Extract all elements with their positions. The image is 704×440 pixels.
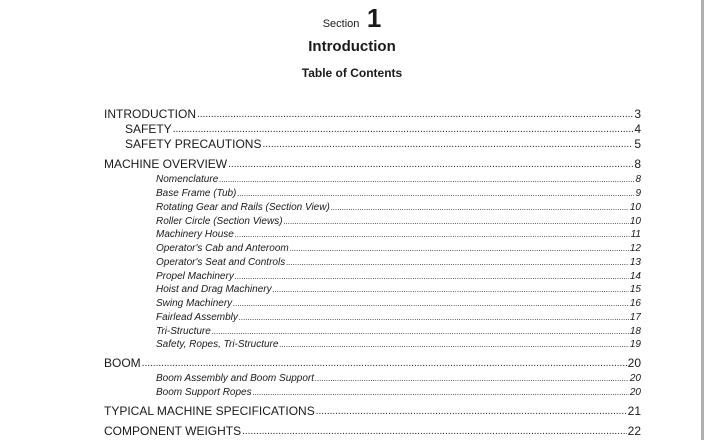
toc-entry-page: 20 [629,387,641,398]
toc-entry-page: 4 [634,122,641,136]
toc-entry-label: Safety, Ropes, Tri-Structure [156,339,279,350]
dot-leader [228,157,633,172]
toc-entry[interactable] [156,297,641,310]
toc-entry-page: 14 [629,271,641,282]
toc-entry[interactable] [156,187,641,200]
toc-entry[interactable] [104,356,641,371]
toc-entry-label: COMPONENT WEIGHTS [104,424,242,438]
dot-leader [253,386,629,399]
dot-leader [237,187,634,200]
toc-entry-label: Base Frame (Tub) [156,188,237,199]
toc-entry-page: 20 [629,373,641,384]
toc-entry-page: 8 [634,157,641,171]
toc-entry-page: 11 [630,229,641,240]
toc-entry-label: Fairlead Assembly [156,312,238,323]
dot-leader [284,215,629,228]
dot-leader [173,122,634,137]
dot-leader [316,404,627,419]
toc-entry-page: 10 [629,202,641,213]
section-label: Section [322,18,360,30]
toc-entry-label: TYPICAL MACHINE SPECIFICATIONS [104,404,315,418]
dot-leader [142,356,627,371]
toc-entry[interactable] [156,386,641,399]
toc-entry[interactable] [156,228,641,241]
toc-entry-page: 10 [629,216,641,227]
toc-entry-page: 19 [629,339,641,350]
toc-entry-label: Roller Circle (Section Views) [156,216,283,227]
dot-leader [290,242,629,255]
dot-leader [235,228,630,241]
toc-entry-label: Propel Machinery [156,271,234,282]
toc-entry-page: 13 [629,257,641,268]
toc-entry-label: Nomenclature [156,174,219,185]
toc-entry-page: 9 [635,188,641,199]
toc-entry[interactable] [104,157,641,172]
toc-entry-page: 17 [629,312,641,323]
toc-entry[interactable] [156,270,641,283]
toc-entry[interactable] [156,372,641,385]
dot-leader [233,297,629,310]
toc-entry[interactable] [156,256,641,269]
toc-entry-page: 15 [629,284,641,295]
section-number: 1 [366,3,382,33]
dot-leader [197,107,633,122]
toc-entry-label: SAFETY [125,122,172,136]
toc-entry[interactable] [156,215,641,228]
toc-entry-label: Machinery House [156,229,234,240]
toc-entry-page: 8 [635,174,641,185]
toc-entry[interactable] [104,424,641,439]
toc-entry[interactable] [156,325,641,338]
toc-entry-page: 3 [634,107,641,121]
toc-entry-label: SAFETY PRECAUTIONS [125,137,262,151]
toc-heading: Table of Contents [301,66,403,80]
toc-entry-label: Operator's Seat and Controls [156,257,286,268]
dot-leader [239,311,629,324]
toc-entry[interactable] [156,311,641,324]
toc-entry[interactable] [156,201,641,214]
dot-leader [262,137,633,152]
toc-entry-label: BOOM [104,356,141,370]
toc-entry-label: Rotating Gear and Rails (Section View) [156,202,330,213]
toc-entry-page: 20 [627,356,641,370]
toc-entry-label: Operator's Cab and Anteroom [156,243,289,254]
toc-entry-label: Boom Assembly and Boom Support [156,373,315,384]
dot-leader [331,201,629,214]
toc-entry[interactable] [125,122,641,137]
toc-entry-label: Hoist and Drag Machinery [156,284,272,295]
toc-entry[interactable] [125,137,641,152]
dot-leader [279,338,628,351]
toc-entry[interactable] [156,242,641,255]
toc-entry[interactable] [156,338,641,351]
toc-entry-label: Swing Machinery [156,298,233,309]
toc-entry-label: Tri-Structure [156,326,211,337]
toc-entry[interactable] [156,173,641,186]
toc-entry-label: Boom Support Ropes [156,387,252,398]
section-header [0,4,704,32]
dot-leader [212,325,629,338]
dot-leader [235,270,629,283]
toc-entry[interactable] [156,283,641,296]
toc-entry-page: 21 [627,404,641,418]
toc-entry-page: 16 [629,298,641,309]
toc-entry-page: 5 [634,137,641,151]
toc-entry-label: MACHINE OVERVIEW [104,157,228,171]
dot-leader [242,424,627,439]
toc-entry[interactable] [104,107,641,122]
dot-leader [219,173,634,186]
toc-entry-page: 12 [629,243,641,254]
dot-leader [273,283,629,296]
toc-entry-page: 18 [629,326,641,337]
toc-entry-label: INTRODUCTION [104,107,196,121]
toc-entry[interactable] [104,404,641,419]
dot-leader [315,372,629,385]
page-title: Introduction [308,38,396,55]
dot-leader [286,256,629,269]
toc-entry-page: 22 [627,424,641,438]
